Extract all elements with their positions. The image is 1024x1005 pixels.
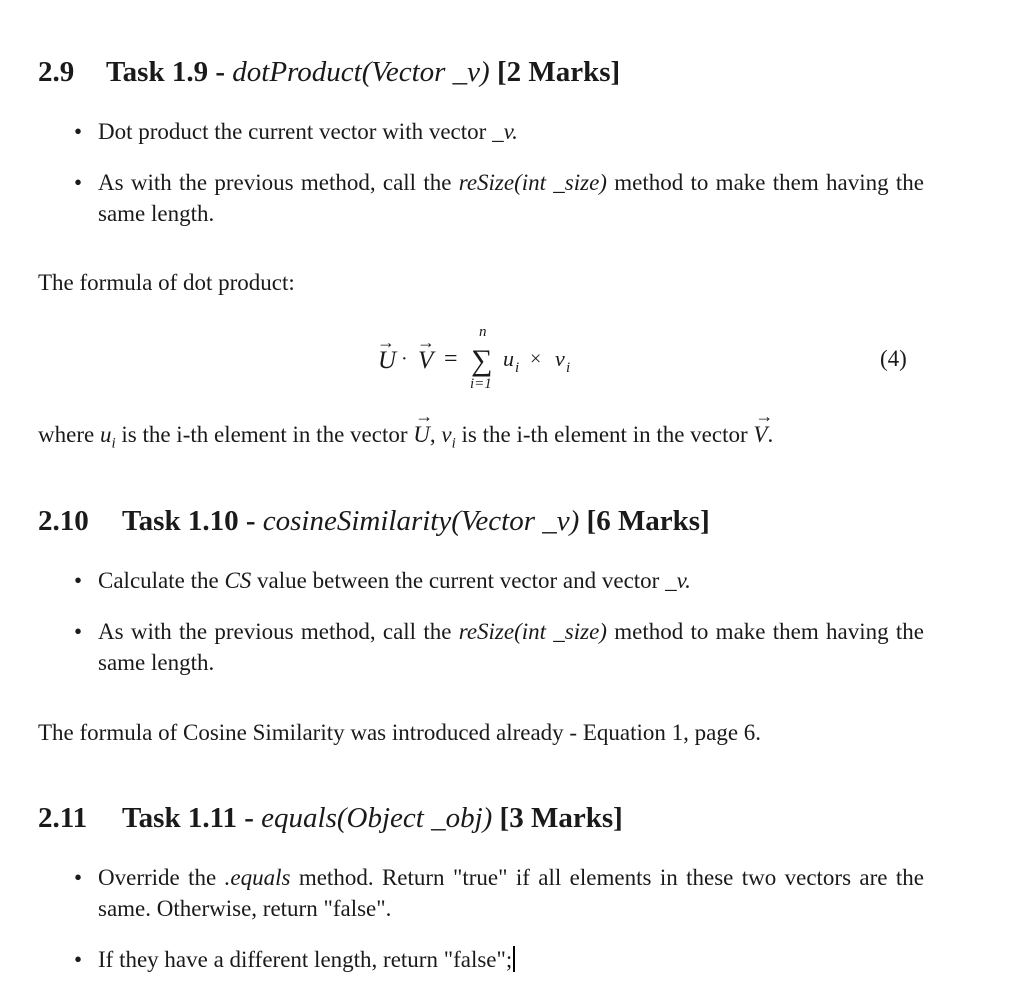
sub-i: i	[451, 435, 456, 452]
task-label: Task 1.10 -	[122, 505, 263, 537]
bullet-icon: •	[74, 947, 83, 972]
section-heading-2-11	[38, 800, 623, 836]
eq-u: U	[378, 347, 397, 374]
formula-intro: The formula of dot product:	[38, 270, 295, 295]
bullet-method: reSize	[458, 619, 515, 644]
list-item	[74, 862, 924, 924]
vector-u-letter: U	[413, 422, 430, 447]
bullet-icon: •	[74, 865, 83, 890]
eq-term-v: v	[555, 346, 565, 371]
sum-icon: ∑	[471, 344, 493, 377]
bullet-cs: CS	[224, 568, 252, 593]
eq-v: V	[418, 347, 434, 374]
where-text: is the i-th element in the vector	[115, 422, 414, 447]
section-number: 2.10	[38, 505, 89, 537]
var-u: u	[99, 422, 112, 447]
where-clause	[38, 406, 774, 460]
where-text: ,	[429, 422, 442, 447]
vector-arrow-icon: →	[377, 332, 395, 352]
bullet-text: Dot product the current vector with vector	[98, 119, 493, 144]
vector-arrow-icon: →	[415, 406, 434, 426]
bullet-icon: •	[74, 619, 83, 644]
list-item	[74, 616, 924, 678]
eq-sum-lower: i=1	[470, 376, 492, 392]
section-number: 2.9	[38, 56, 75, 88]
list-item	[74, 167, 924, 229]
var-v: v	[441, 422, 452, 447]
cosine-reference: The formula of Cosine Similarity was introduced already - Equation 1, page 6.	[38, 720, 762, 745]
list-item	[74, 116, 924, 147]
section-heading-2-10	[38, 503, 710, 539]
section-heading-2-9	[38, 54, 620, 90]
vector-arrow-icon: →	[755, 406, 774, 426]
sub-i: i	[111, 435, 116, 452]
eq-term-u: u	[503, 346, 514, 371]
bullet-icon: •	[74, 568, 83, 593]
text-cursor-icon	[513, 946, 515, 972]
section-number: 2.11	[38, 802, 88, 834]
eq-equals: =	[444, 346, 458, 372]
task-label: Task 1.9 -	[106, 56, 233, 88]
marks-label: [6 Marks]	[579, 505, 710, 537]
equation-number: (4)	[880, 346, 907, 371]
bullet-args: (int _size)	[514, 170, 607, 195]
method-args: (Vector _v)	[361, 56, 490, 88]
bullet-args: (int _size)	[514, 619, 607, 644]
list-item	[74, 565, 924, 596]
bullet-method: reSize	[458, 170, 515, 195]
method-args: (Object _obj)	[336, 802, 493, 834]
where-text: where	[38, 422, 100, 447]
bullet-text: If they have a different length, return "false";	[98, 947, 513, 972]
vector-v-letter: V	[753, 422, 768, 447]
bullet-list-2-9	[74, 116, 924, 229]
bullet-var: _v.	[665, 568, 691, 593]
bullet-text: As with the previous method, call the	[98, 619, 459, 644]
bullet-text: As with the previous method, call the	[98, 170, 459, 195]
method-name: cosineSimilarity	[262, 505, 452, 537]
method-args: (Vector _v)	[451, 505, 580, 537]
method-name: dotProduct	[232, 56, 362, 88]
vector-v	[753, 406, 774, 450]
bullet-text-end: method. Return "true" if all elements in these two vectors are the same. Otherwise, return "false".	[98, 865, 924, 921]
eq-times: ×	[530, 348, 542, 370]
bullet-icon: •	[74, 170, 83, 195]
task-label: Task 1.11 -	[122, 802, 262, 834]
where-text: .	[767, 422, 774, 447]
bullet-list-2-10	[74, 565, 924, 678]
bullet-icon: •	[74, 119, 83, 144]
eq-sub-i: i	[515, 360, 520, 376]
equation-graphic	[0, 320, 1024, 396]
bullet-text: Override the	[98, 865, 225, 890]
method-name: equals	[261, 802, 337, 834]
bullet-var: _v.	[492, 119, 518, 144]
where-text: is the i-th element in the vector	[455, 422, 754, 447]
bullet-text: Calculate the	[98, 568, 225, 593]
marks-label: [3 Marks]	[492, 802, 623, 834]
vector-arrow-icon: →	[417, 332, 435, 352]
eq-dot: ·	[401, 348, 408, 370]
bullet-text-end: method to make them having the same length.	[98, 619, 924, 675]
eq-sum-upper: n	[479, 324, 487, 340]
vector-u	[413, 406, 434, 450]
marks-label: [2 Marks]	[489, 56, 621, 88]
equation-4	[0, 320, 1024, 396]
eq-sub-i: i	[566, 360, 571, 376]
list-item	[74, 944, 924, 975]
bullet-text: value between the current vector and vector	[251, 568, 666, 593]
bullet-method: .equals	[224, 865, 291, 890]
bullet-list-2-11	[74, 862, 924, 975]
bullet-text-end: method to make them having the same length.	[98, 170, 924, 226]
